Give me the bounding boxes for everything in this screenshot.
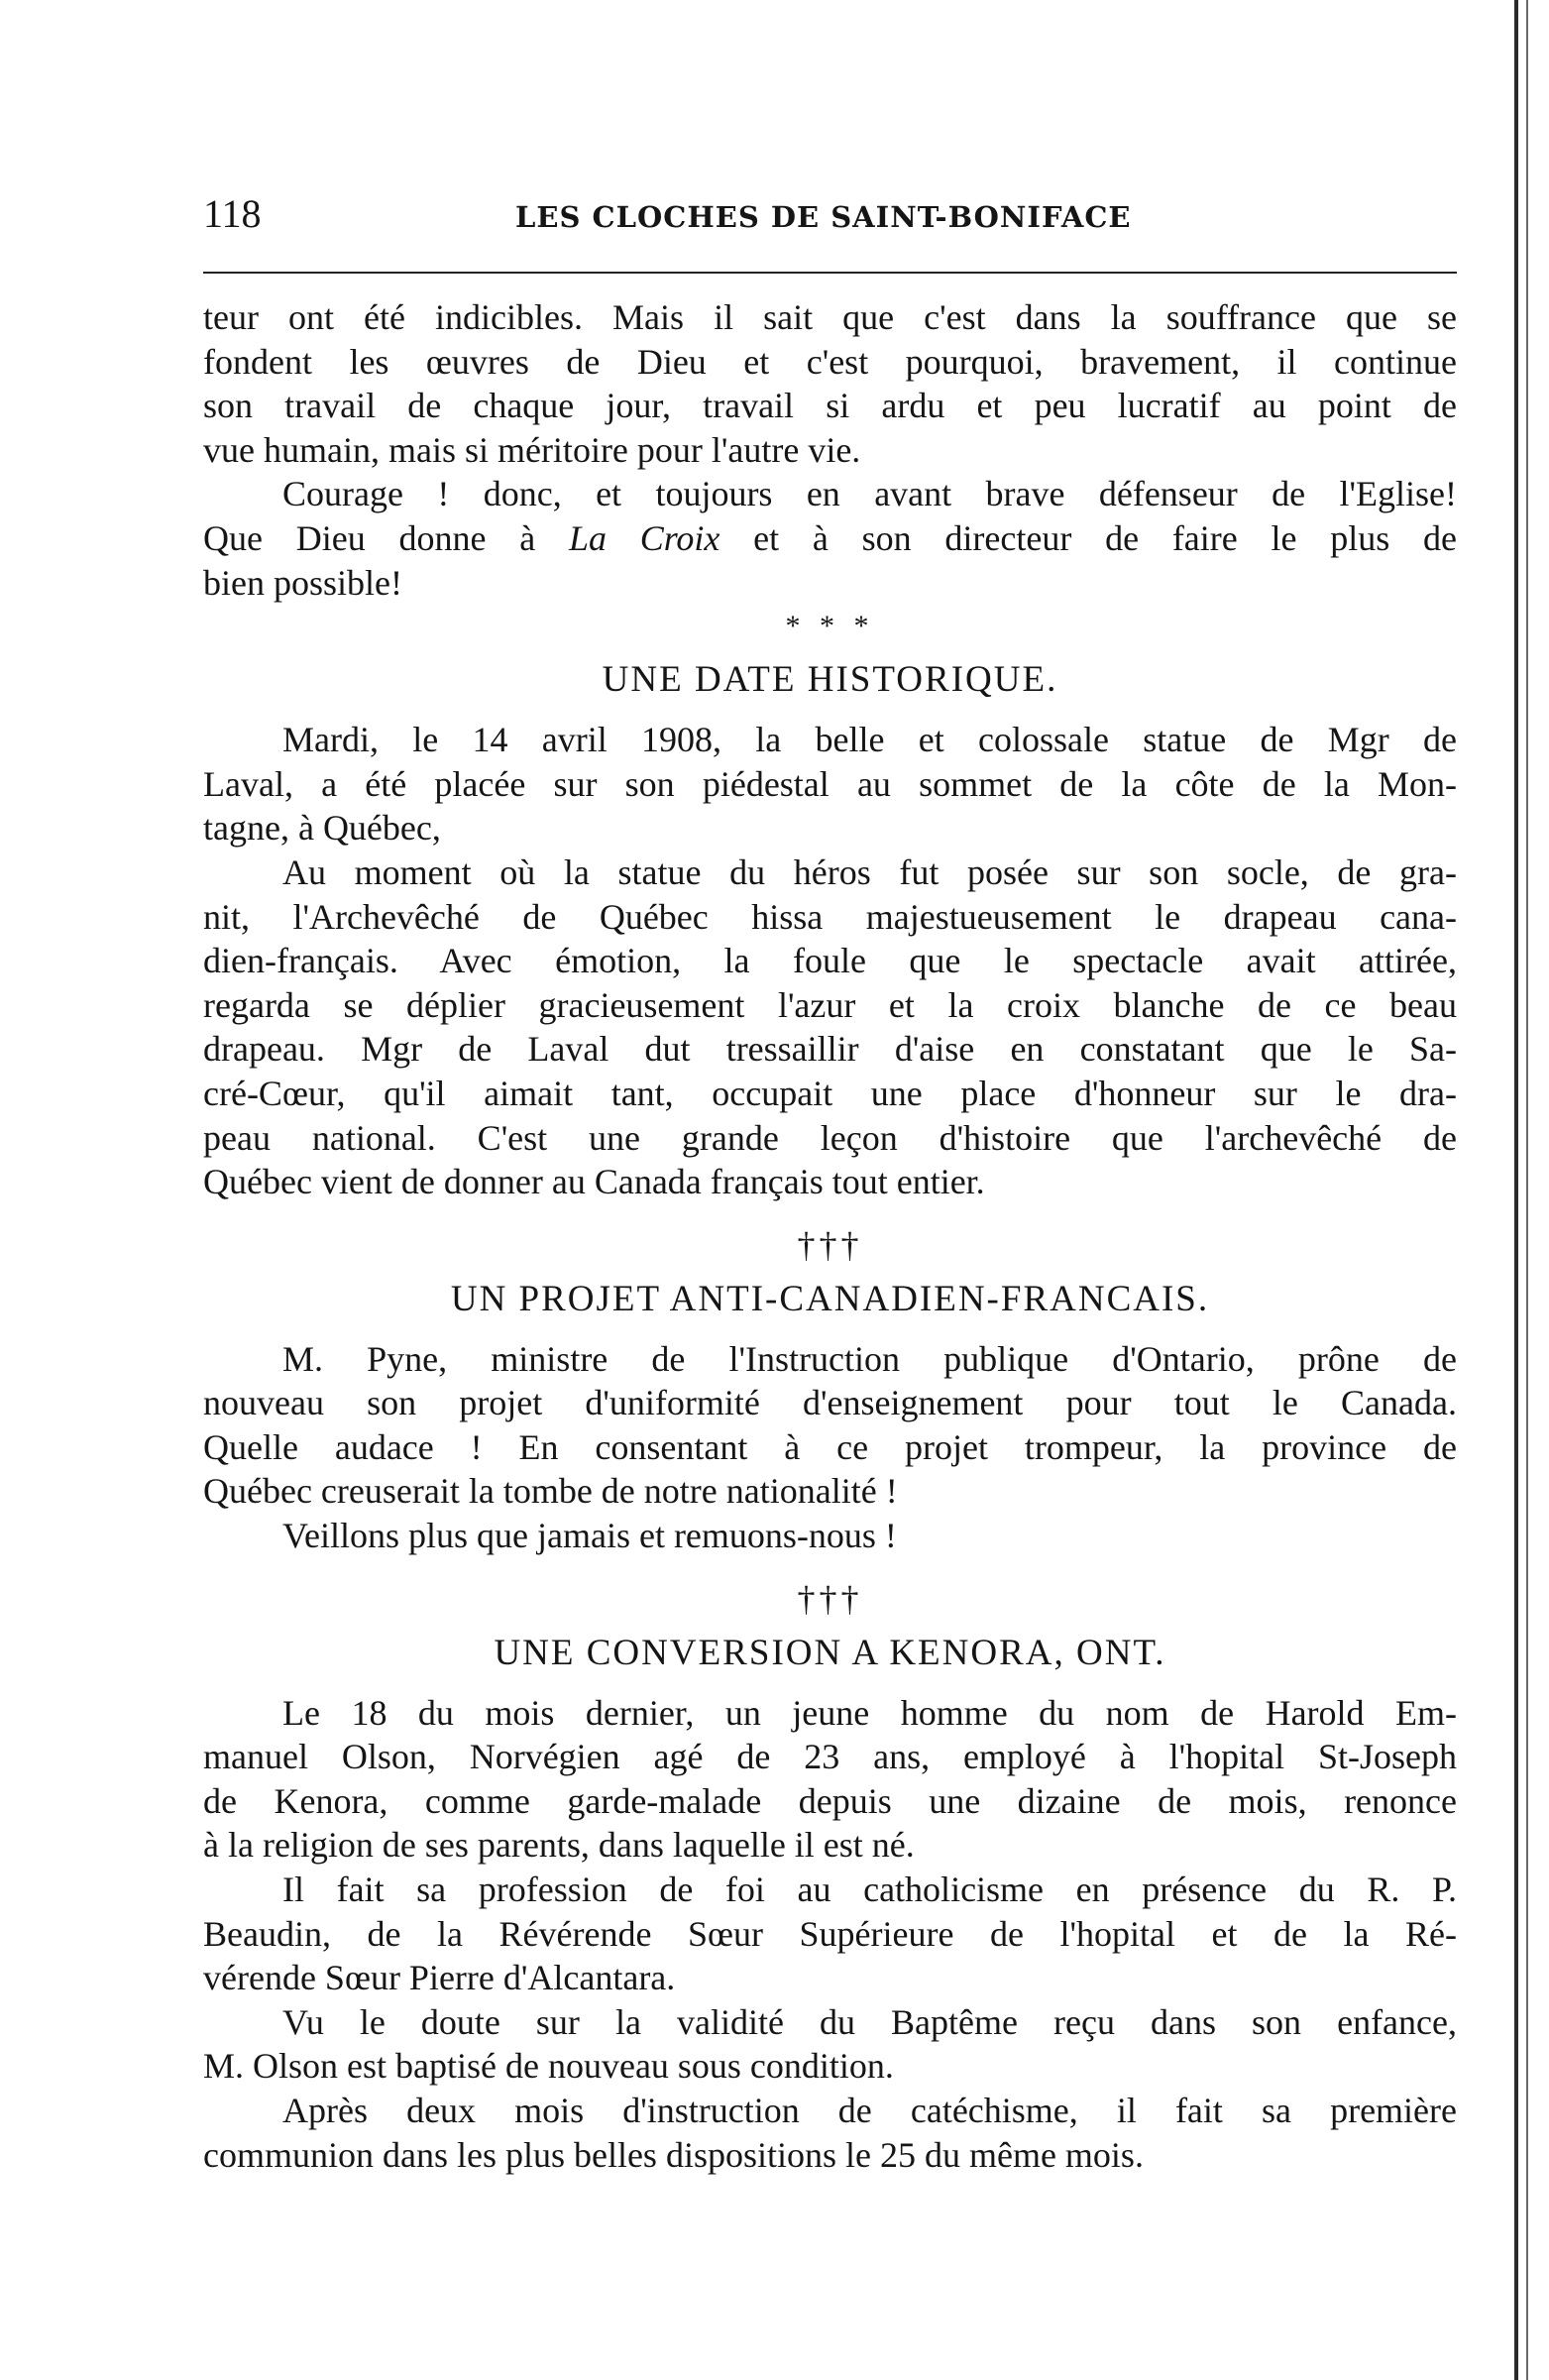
text-line: vue humain, mais si méritoire pour l'autre vie. xyxy=(203,429,861,470)
section-separator-stars: * * * xyxy=(785,610,875,643)
text-line: Après deux mois d'instruction de catéchisme, il fait sa première xyxy=(282,2091,1457,2130)
text-line: teur ont été indicibles. Mais il sait que c'est dans la souffrance que se xyxy=(203,297,1457,337)
text-line: communion dans les plus belles dispositions le 25 du même mois. xyxy=(203,2134,1144,2175)
journal-title: La Croix xyxy=(568,517,720,558)
text-line: Vu le doute sur la validité du Baptême reçu dans son enfance, xyxy=(282,2001,1457,2042)
text-line: Le 18 du mois dernier, un jeune homme du nom de Harold Em- xyxy=(282,1692,1457,1733)
text-line: nit, l'Archevêché de Québec hissa majestueusement le drapeau cana- xyxy=(203,896,1457,937)
text-line: Il fait sa profession de foi au catholicisme en présence du R. P. xyxy=(282,1870,1457,1910)
text-line: drapeau. Mgr de Laval dut tressaillir d'aise en constatant que le Sa- xyxy=(203,1029,1457,1070)
section-separator-crosses: ††† xyxy=(797,1578,863,1619)
text-line: bien possible! xyxy=(203,562,402,603)
text-line: regarda se déplier gracieusement l'azur et la croix blanche de ce beau xyxy=(203,984,1457,1025)
section-heading: UN PROJET ANTI-CANADIEN-FRANCAIS. xyxy=(450,1278,1210,1319)
text-line: Beaudin, de la Révérende Sœur Supérieure de l'hopital et de la Ré- xyxy=(203,1913,1457,1954)
text-line: Québec vient de donner au Canada français tout entier. xyxy=(203,1162,985,1202)
text-line-end: et à son directeur de faire le plus de xyxy=(719,517,1457,558)
header-rule xyxy=(203,272,1457,274)
text-line: Québec creuserait la tombe de notre nationalité ! xyxy=(203,1471,898,1512)
page-edge-shadow-inner xyxy=(1526,0,1528,2380)
text-line: fondent les œuvres de Dieu et c'est pourquoi, bravement, il continue xyxy=(203,341,1457,382)
text-line: dien-français. Avec émotion, la foule que le spectacle avait attirée, xyxy=(203,941,1457,981)
page-edge-shadow xyxy=(1514,0,1518,2380)
text-line: manuel Olson, Norvégien agé de 23 ans, employé à l'hopital St-Joseph xyxy=(203,1737,1457,1777)
text-line: Laval, a été placée sur son piédestal au sommet de la côte de la Mon- xyxy=(203,763,1457,804)
text-line: Courage ! donc, et toujours en avant brave défenseur de l'Eglise! xyxy=(282,474,1457,514)
page-number: 118 xyxy=(203,191,262,236)
text-line: tagne, à Québec, xyxy=(203,808,441,849)
text-line: Au moment où la statue du héros fut posée sur son socle, de gra- xyxy=(282,851,1457,892)
running-title: LES CLOCHES DE SAINT-BONIFACE xyxy=(515,200,1132,234)
text-line: son travail de chaque jour, travail si ardu et peu lucratif au point de xyxy=(203,386,1457,426)
page-header xyxy=(203,190,1457,250)
text-line: à la religion de ses parents, dans laquelle il est né. xyxy=(203,1825,915,1866)
text-line: Veillons plus que jamais et remuons-nous ! xyxy=(282,1516,897,1556)
text-line: Mardi, le 14 avril 1908, la belle et colossale statue de Mgr de xyxy=(282,720,1457,760)
text-line: M. Olson est baptisé de nouveau sous condition. xyxy=(203,2046,894,2087)
body-text xyxy=(203,295,1457,2177)
text-line: cré-Cœur, qu'il aimait tant, occupait une place d'honneur sur le dra- xyxy=(203,1073,1457,1113)
text-line: nouveau son projet d'uniformité d'enseignement pour tout le Canada. xyxy=(203,1383,1457,1423)
text-line: peau national. C'est une grande leçon d'histoire que l'archevêché de xyxy=(203,1117,1457,1158)
text-line: M. Pyne, ministre de l'Instruction publique d'Ontario, prône de xyxy=(282,1338,1457,1379)
section-separator-crosses: ††† xyxy=(797,1224,863,1265)
text-line: de Kenora, comme garde-malade depuis une dizaine de mois, renonce xyxy=(203,1780,1457,1821)
section-heading: UNE DATE HISTORIQUE. xyxy=(602,659,1058,701)
section-heading: UNE CONVERSION A KENORA, ONT. xyxy=(494,1632,1166,1673)
text-line-start: Que Dieu donne à xyxy=(203,517,569,558)
text-line: vérende Sœur Pierre d'Alcantara. xyxy=(203,1958,676,1998)
text-line xyxy=(203,516,1457,561)
text-line: Quelle audace ! En consentant à ce projet trompeur, la province de xyxy=(203,1426,1457,1467)
